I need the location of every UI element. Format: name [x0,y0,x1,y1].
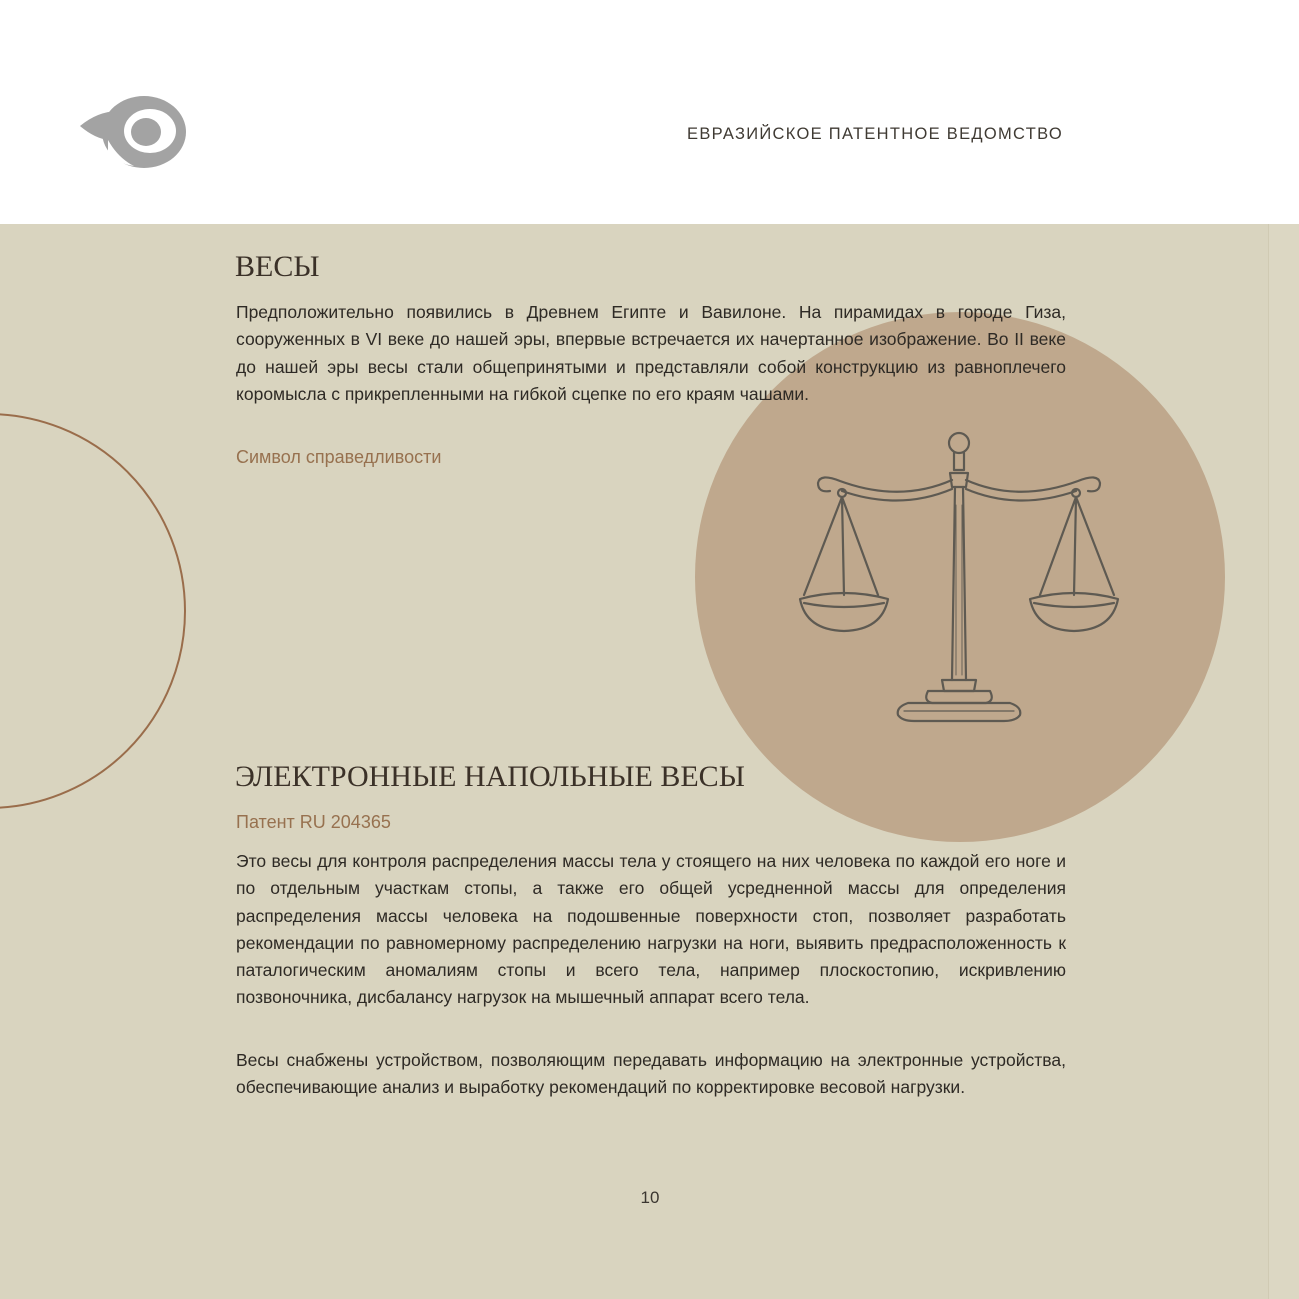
justice-symbol-note: Символ справедливости [236,447,442,467]
page-edge-strip [1268,224,1299,1299]
balance-scales-icon [790,425,1130,735]
patent-number: Патент RU 204365 [236,812,391,832]
section-title-scales: ВЕСЫ [235,250,320,283]
scales-history-paragraph: Предположительно появились в Древнем Египте и Вавилоне. На пирамидах в городе Гиза, сооруженных в VI веке до нашей эры, впервые встречается их начертанное изображение. Во II веке до нашей эры весы стали общепринятыми и представляли собой конструкцию из равноплечего коромысла с прикрепленными на гибкой сцепке по его краям чашами. [236,302,1066,404]
electronic-scales-description: Это весы для контроля распределения массы тела у стоящего на них человека по каждой его ноге и по отдельным участкам стопы, а также его общей усредненной массы для определения распределения массы человека на подошвенные поверхности стоп, позволяет разработать рекомендации по равномерному распределению нагрузки на ноги, выявить предрасположенность к паталогическим аномалиям стопы и всего тела, например плоскостопию, искривлению позвоночника, дисбалансу нагрузок на мышечный аппарат всего тела. [236,851,1066,1008]
electronic-scales-features: Весы снабжены устройством, позволяющим передавать информацию на электронные устройства, обеспечивающие анализ и выработку рекомендаций по корректировке весовой нагрузки. [236,1050,1066,1098]
page-number: 10 [640,1188,660,1207]
decorative-ring [0,0,200,1299]
section-title-electronic-scales: ЭЛЕКТРОННЫЕ НАПОЛЬНЫЕ ВЕСЫ [235,760,745,793]
organization-name: ЕВРАЗИЙСКОЕ ПАТЕНТНОЕ ВЕДОМСТВО [687,125,1063,143]
